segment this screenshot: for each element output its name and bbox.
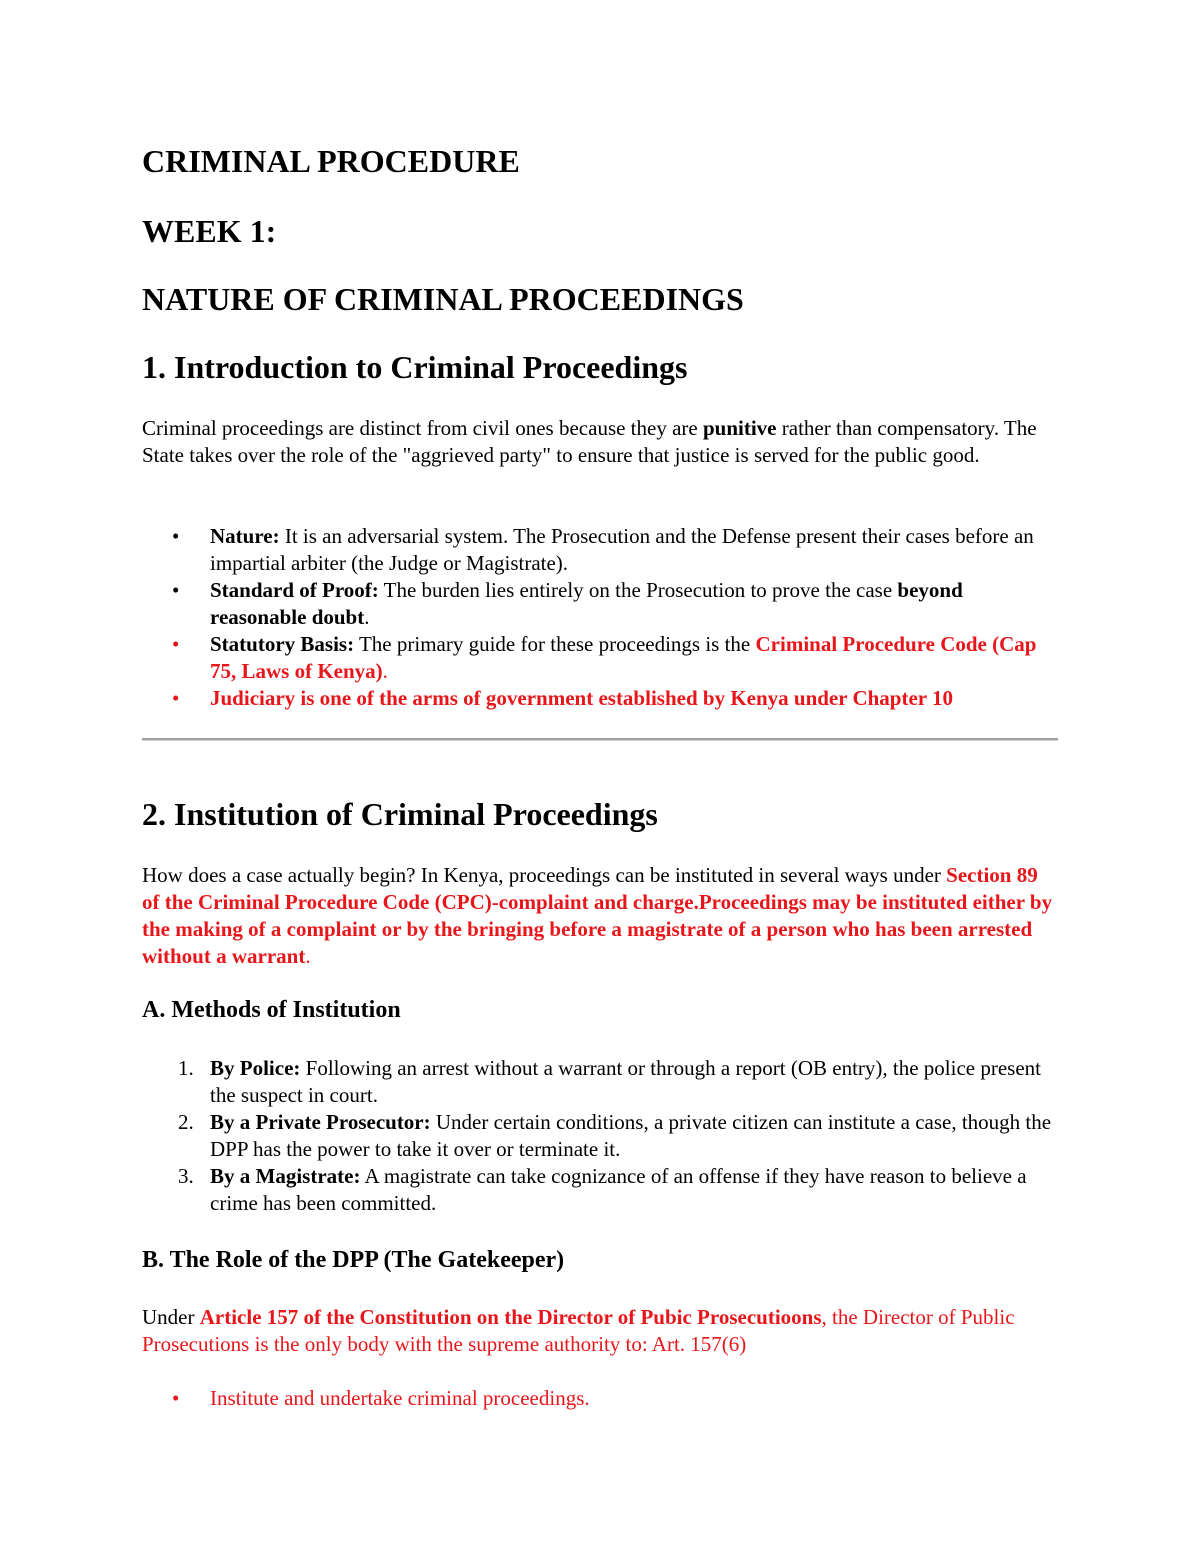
document-title: CRIMINAL PROCEDURE <box>142 143 520 179</box>
methods-list <box>142 1055 1060 1217</box>
list-item: • Statutory Basis: The primary guide for these proceedings is the Criminal Procedure Code (Cap 75, Laws of Kenya). <box>172 632 1037 683</box>
list-item: 3. By a Magistrate: A magistrate can take cognizance of an offense if they have reason to believe a crime has been committed. <box>178 1164 1027 1215</box>
section-2-heading: 2. Institution of Criminal Proceedings <box>142 796 658 832</box>
bullet-icon: • <box>172 632 180 656</box>
subsection-a-heading: A. Methods of Institution <box>142 997 401 1023</box>
bullet-icon: • <box>172 524 180 548</box>
list-number: 3. <box>178 1164 194 1188</box>
subsection-b-heading: B. The Role of the DPP (The Gatekeeper) <box>142 1247 565 1273</box>
list-number: 1. <box>178 1056 194 1080</box>
section-1-bullet-list <box>142 523 1060 712</box>
list-item: 2. By a Private Prosecutor: Under certain conditions, a private citizen can institute a case, though the DPP has the power to take it over or terminate it. <box>178 1110 1052 1161</box>
list-item: • Institute and undertake criminal proceedings. <box>172 1386 590 1410</box>
dpp-paragraph: Under Article 157 of the Constitution on the Director of Pubic Prosecutioons, the Director of Public Prosecutions is the only body with the supreme authority to: Art. 157(6) <box>142 1305 1015 1356</box>
section-1-heading: 1. Introduction to Criminal Proceedings <box>142 349 688 385</box>
list-item: • Standard of Proof: The burden lies entirely on the Prosecution to prove the case beyond reasonable doubt. <box>172 578 963 629</box>
section-2-intro: How does a case actually begin? In Kenya, proceedings can be instituted in several ways under Section 89 of the Criminal Procedure Code (CPC)-complaint and charge.Proceedings may be instituted either by the making of a complaint or by the bringing before a magistrate of a person who has been arrested without a warrant. <box>142 863 1053 968</box>
bullet-icon: • <box>172 578 180 602</box>
bullet-icon: • <box>172 1386 180 1410</box>
list-item: • Nature: It is an adversarial system. The Prosecution and the Defense present their cases before an impartial arbiter (the Judge or Magistrate). <box>172 524 1034 575</box>
week-title: WEEK 1: <box>142 213 277 249</box>
dpp-bullet-list <box>142 1385 1060 1412</box>
bullet-icon: • <box>172 686 180 710</box>
list-number: 2. <box>178 1110 194 1134</box>
list-item: 1. By Police: Following an arrest without a warrant or through a report (OB entry), the police present the suspect in court. <box>178 1056 1042 1107</box>
horizontal-divider <box>142 738 1058 740</box>
topic-title: NATURE OF CRIMINAL PROCEEDINGS <box>142 281 744 317</box>
list-item: • Judiciary is one of the arms of government established by Kenya under Chapter 10 <box>172 686 953 710</box>
section-1-intro: Criminal proceedings are distinct from civil ones because they are punitive rather than compensatory. The State takes over the role of the "aggrieved party" to ensure that justice is served for the public good. <box>142 416 1037 467</box>
